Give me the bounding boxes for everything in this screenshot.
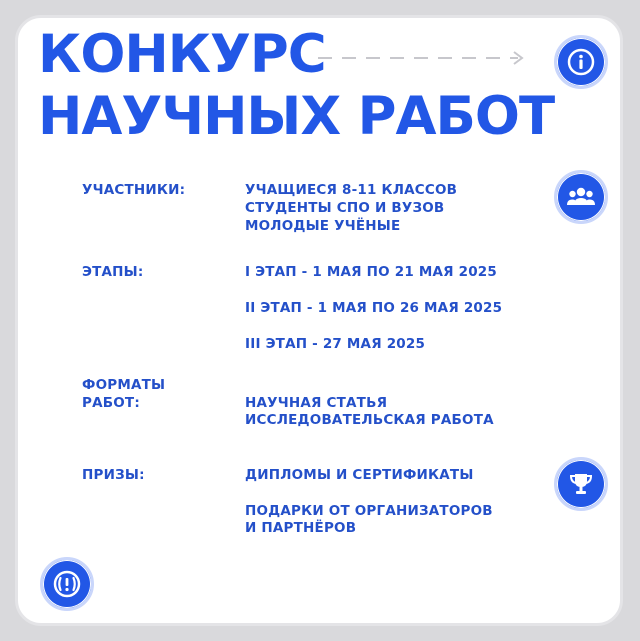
stage-2: II ЭТАП - 1 МАЯ ПО 26 МАЯ 2025 <box>245 300 503 316</box>
page-title <box>38 24 554 148</box>
participants-value-1: УЧАЩИЕСЯ 8-11 КЛАССОВ <box>245 182 458 198</box>
title-line-2: НАУЧНЫХ РАБОТ <box>38 86 555 147</box>
info-icon <box>554 35 608 89</box>
stage-3: III ЭТАП - 27 МАЯ 2025 <box>245 336 426 352</box>
participants-label: УЧАСТНИКИ: <box>82 182 186 198</box>
format-1: НАУЧНАЯ СТАТЬЯ <box>245 395 388 411</box>
prize-2: ПОДАРКИ ОТ ОРГАНИЗАТОРОВ <box>245 503 493 519</box>
prize-2-continued: И ПАРТНЁРОВ <box>245 520 357 536</box>
alert-icon <box>40 557 94 611</box>
group-icon <box>554 170 608 224</box>
formats-label-line-2: РАБОТ: <box>82 395 140 411</box>
dashed-arrow-icon <box>318 48 533 68</box>
trophy-icon <box>554 457 608 511</box>
prizes-label: ПРИЗЫ: <box>82 467 145 483</box>
prize-1: ДИПЛОМЫ И СЕРТИФИКАТЫ <box>245 467 474 483</box>
participants-value-2: СТУДЕНТЫ СПО И ВУЗОВ <box>245 200 445 216</box>
stage-1: I ЭТАП - 1 МАЯ ПО 21 МАЯ 2025 <box>245 264 497 280</box>
stages-label: ЭТАПЫ: <box>82 264 144 280</box>
title-line-1: КОНКУРС <box>38 24 326 85</box>
format-2: ИССЛЕДОВАТЕЛЬСКАЯ РАБОТА <box>245 412 494 428</box>
formats-label-line-1: ФОРМАТЫ <box>82 377 166 393</box>
participants-value-3: МОЛОДЫЕ УЧЁНЫЕ <box>245 218 401 234</box>
